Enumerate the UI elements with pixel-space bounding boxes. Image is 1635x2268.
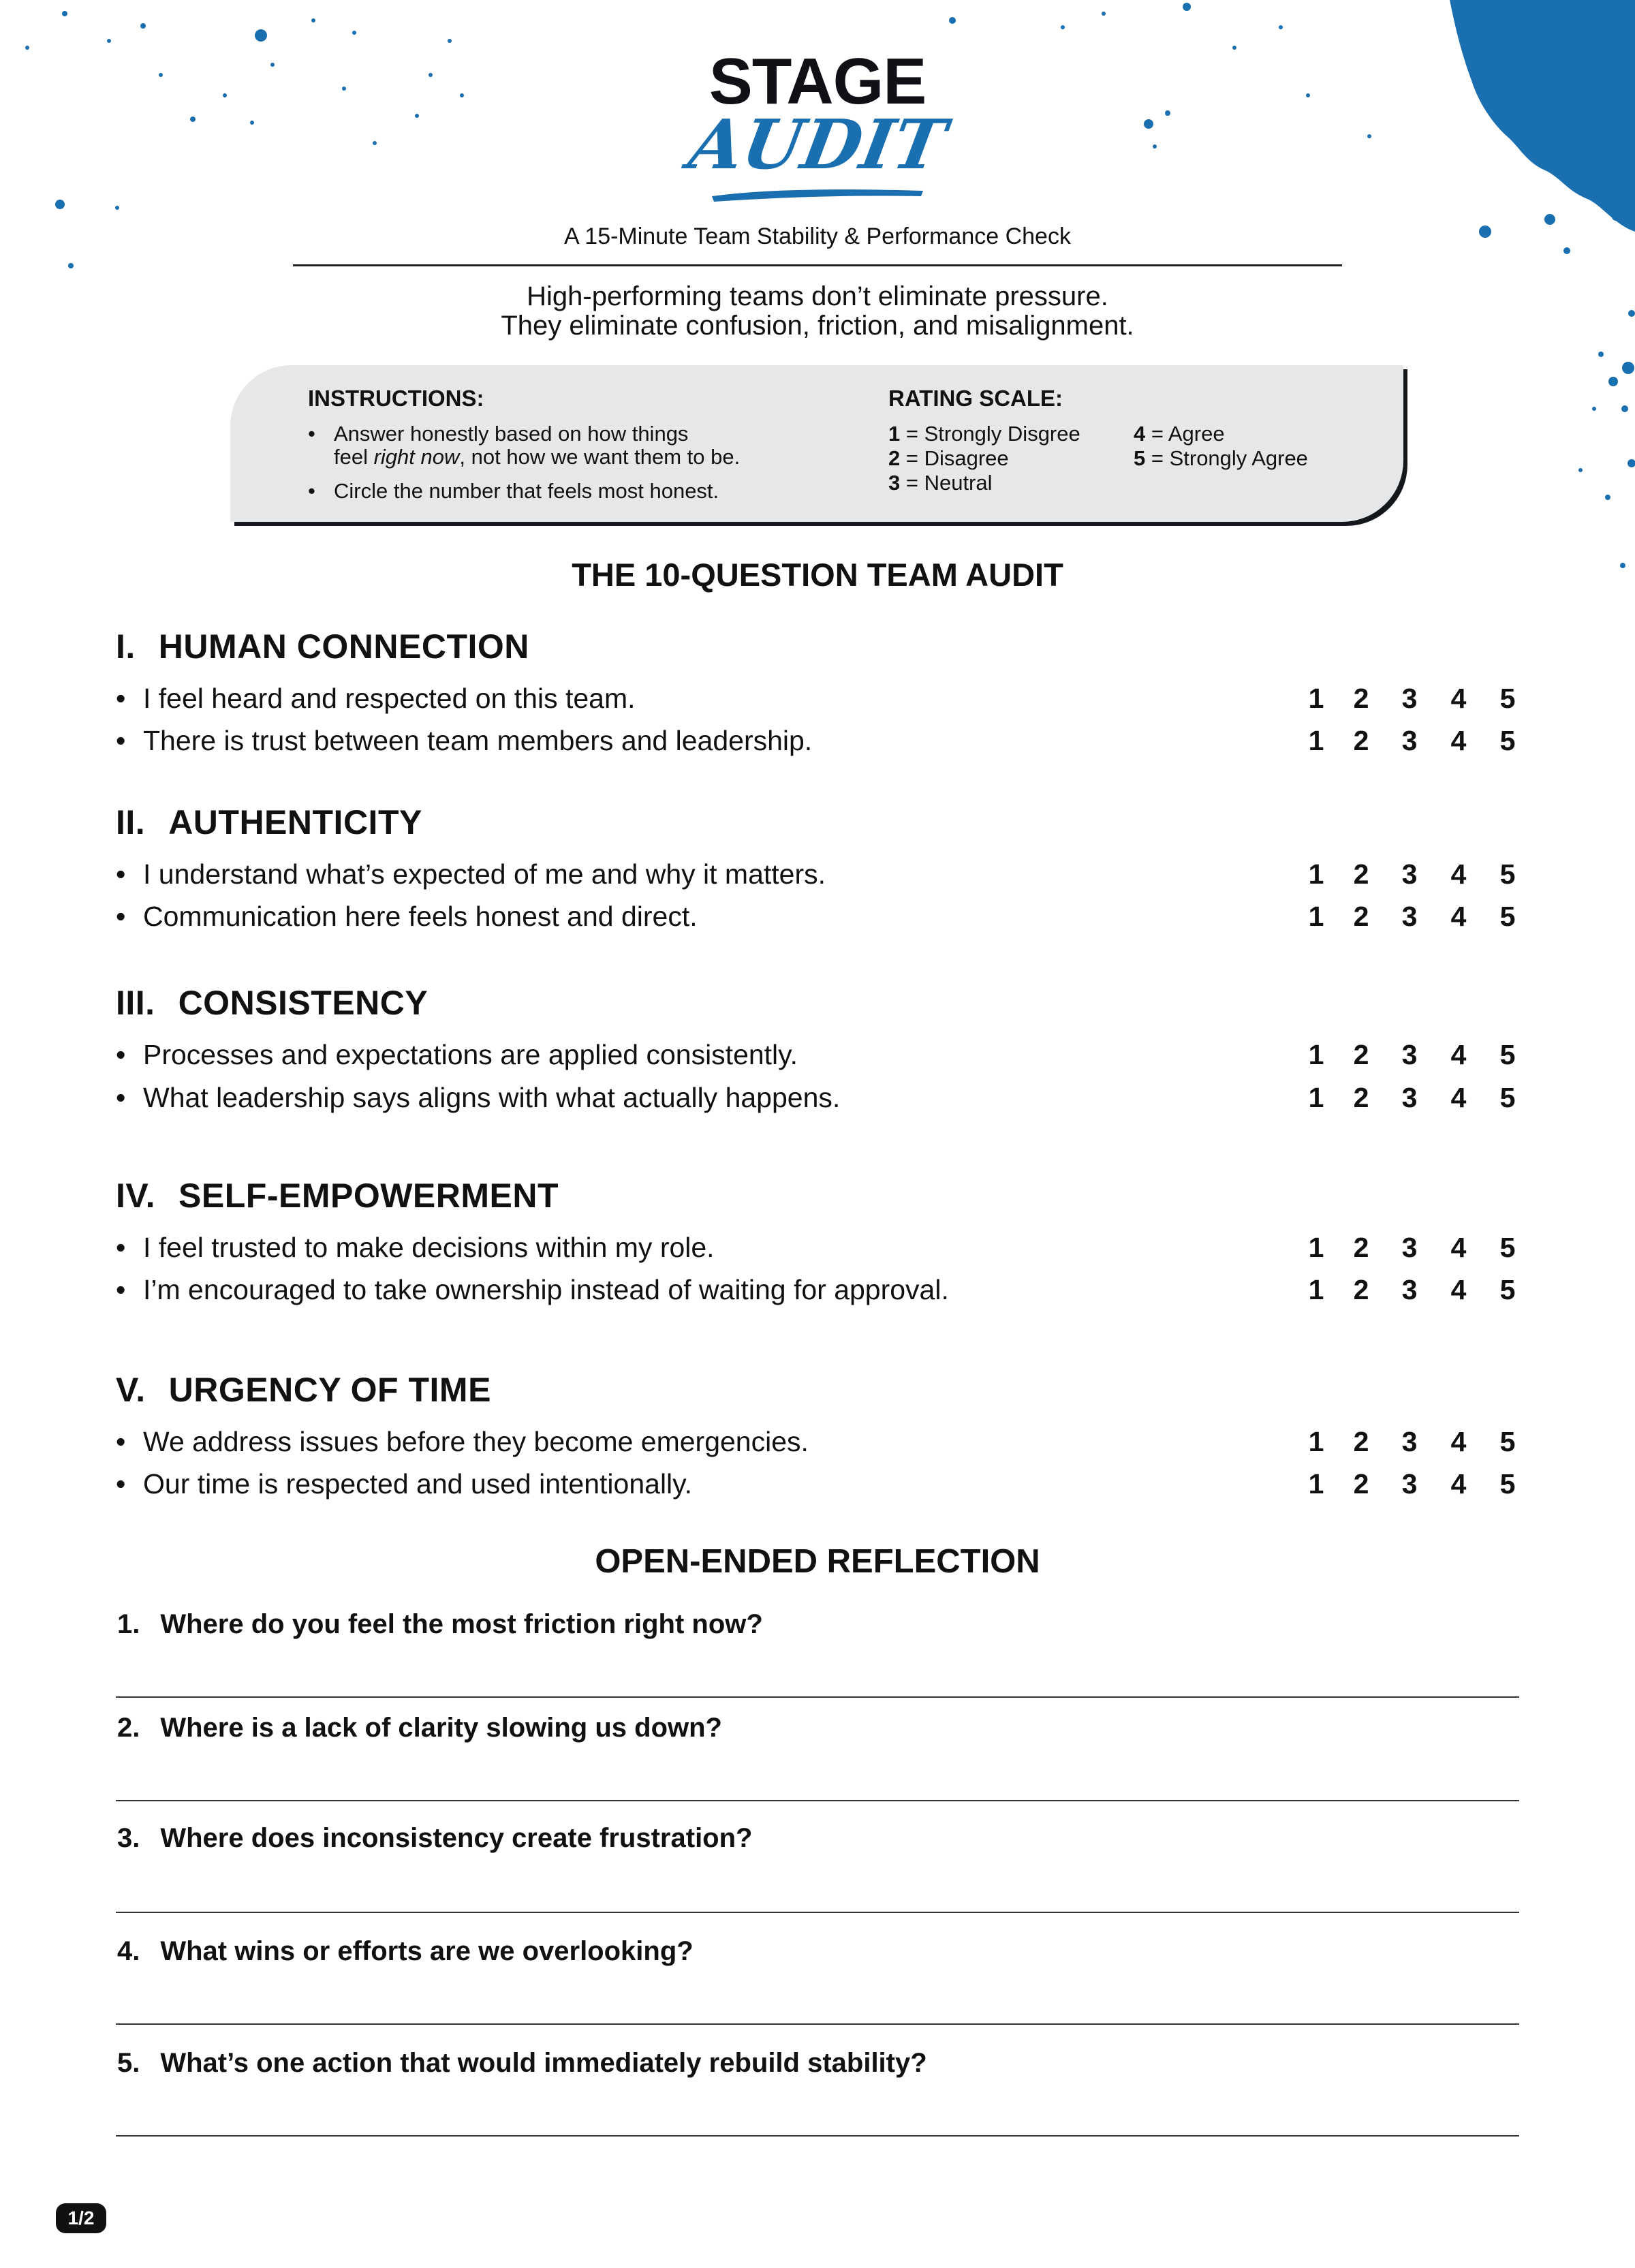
reflection-answer-line-1[interactable]	[116, 1696, 1519, 1698]
rating-option-3[interactable]: 3	[1401, 1039, 1418, 1070]
rating-option-3[interactable]: 3	[1401, 1468, 1418, 1500]
bullet-icon: •	[116, 1468, 126, 1500]
header-divider	[293, 264, 1342, 266]
rating-scale-item-2: 2 = Disagree	[888, 446, 1009, 470]
bullet-icon: •	[116, 725, 126, 756]
rating-option-5[interactable]: 5	[1499, 1274, 1516, 1305]
bullet-icon: •	[116, 1426, 126, 1457]
rating-option-2[interactable]: 2	[1353, 725, 1369, 756]
question-row	[116, 901, 1519, 935]
rating-option-1[interactable]: 1	[1308, 683, 1324, 714]
rating-option-3[interactable]: 3	[1401, 1426, 1418, 1457]
instruction-item-1-line-2: feel right now, not how we want them to be.	[334, 445, 741, 469]
rating-option-3[interactable]: 3	[1401, 901, 1418, 932]
bullet-icon: •	[116, 683, 126, 714]
rating-option-1[interactable]: 1	[1308, 1082, 1324, 1113]
rating-option-5[interactable]: 5	[1499, 683, 1516, 714]
rating-option-5[interactable]: 5	[1499, 1039, 1516, 1070]
rating-option-5[interactable]: 5	[1499, 901, 1516, 932]
rating-option-1[interactable]: 1	[1308, 901, 1324, 932]
rating-option-2[interactable]: 2	[1353, 1082, 1369, 1113]
rating-option-3[interactable]: 3	[1401, 1274, 1418, 1305]
rating-scale-heading: RATING SCALE:	[888, 386, 1063, 411]
section-self-empowerment-title: IV. SELF-EMPOWERMENT	[116, 1177, 559, 1215]
question-row	[116, 1232, 1519, 1266]
section-urgency-of-time-title: V. URGENCY OF TIME	[116, 1371, 491, 1409]
rating-option-4[interactable]: 4	[1450, 1274, 1467, 1305]
rating-option-5[interactable]: 5	[1499, 1426, 1516, 1457]
instruction-item-1-line-1: Answer honestly based on how things	[334, 422, 689, 446]
section-authenticity-title: II. AUTHENTICITY	[116, 803, 422, 841]
rating-option-4[interactable]: 4	[1450, 1039, 1467, 1070]
instruction-item-1	[308, 422, 826, 469]
tagline-line-2: They eliminate confusion, friction, and misalignment.	[501, 311, 1134, 341]
rating-option-4[interactable]: 4	[1450, 1426, 1467, 1457]
bullet-icon: •	[308, 479, 315, 503]
logo-audit-wordmark: AUDIT	[683, 104, 952, 185]
reflection-answer-line-3[interactable]	[116, 1912, 1519, 1913]
rating-option-4[interactable]: 4	[1450, 1468, 1467, 1500]
reflection-question-5: 5. What’s one action that would immediately rebuild stability?	[117, 2048, 927, 2078]
rating-option-2[interactable]: 2	[1353, 1468, 1369, 1500]
instructions-panel	[230, 365, 1403, 522]
bullet-icon: •	[116, 1274, 126, 1305]
rating-option-1[interactable]: 1	[1308, 1468, 1324, 1500]
reflection-question-2: 2. Where is a lack of clarity slowing us down?	[117, 1713, 722, 1743]
rating-option-2[interactable]: 2	[1353, 1426, 1369, 1457]
audit-title: THE 10-QUESTION TEAM AUDIT	[572, 557, 1063, 593]
bullet-icon: •	[308, 422, 315, 446]
page-subtitle: A 15-Minute Team Stability & Performance Check	[564, 223, 1071, 249]
bullet-icon: •	[116, 1039, 126, 1070]
question-text: We address issues before they become emergencies.	[143, 1426, 809, 1457]
rating-option-3[interactable]: 3	[1401, 858, 1418, 890]
rating-option-3[interactable]: 3	[1401, 683, 1418, 714]
bullet-icon: •	[116, 1232, 126, 1263]
reflection-question-3: 3. Where does inconsistency create frustration?	[117, 1823, 753, 1853]
question-text: Communication here feels honest and direct.	[143, 901, 698, 932]
rating-option-1[interactable]: 1	[1308, 1039, 1324, 1070]
reflection-question-1: 1. Where do you feel the most friction right now?	[117, 1609, 763, 1639]
reflection-answer-line-2[interactable]	[116, 1800, 1519, 1801]
rating-option-2[interactable]: 2	[1353, 858, 1369, 890]
section-consistency-title: III. CONSISTENCY	[116, 984, 429, 1022]
rating-option-1[interactable]: 1	[1308, 858, 1324, 890]
question-row	[116, 1082, 1519, 1116]
rating-option-5[interactable]: 5	[1499, 725, 1516, 756]
rating-option-2[interactable]: 2	[1353, 1039, 1369, 1070]
reflection-question-4: 4. What wins or efforts are we overlooking?	[117, 1936, 694, 1966]
question-text: Processes and expectations are applied consistently.	[143, 1039, 798, 1070]
rating-option-1[interactable]: 1	[1308, 725, 1324, 756]
rating-option-1[interactable]: 1	[1308, 1426, 1324, 1457]
rating-option-4[interactable]: 4	[1450, 683, 1467, 714]
bullet-icon: •	[116, 901, 126, 932]
rating-scale-item-5: 5 = Strongly Agree	[1134, 446, 1308, 470]
rating-option-5[interactable]: 5	[1499, 858, 1516, 890]
question-row	[116, 858, 1519, 892]
rating-option-4[interactable]: 4	[1450, 901, 1467, 932]
rating-option-3[interactable]: 3	[1401, 1232, 1418, 1263]
question-text: There is trust between team members and leadership.	[143, 725, 813, 756]
bullet-icon: •	[116, 858, 126, 890]
reflection-answer-line-5[interactable]	[116, 2135, 1519, 2137]
rating-option-5[interactable]: 5	[1499, 1468, 1516, 1500]
rating-option-2[interactable]: 2	[1353, 901, 1369, 932]
question-text: I feel heard and respected on this team.	[143, 683, 636, 714]
rating-option-4[interactable]: 4	[1450, 1232, 1467, 1263]
rating-option-5[interactable]: 5	[1499, 1232, 1516, 1263]
rating-option-2[interactable]: 2	[1353, 1274, 1369, 1305]
rating-scale-item-4: 4 = Agree	[1134, 422, 1225, 446]
question-text: What leadership says aligns with what actually happens.	[143, 1082, 841, 1113]
rating-option-5[interactable]: 5	[1499, 1082, 1516, 1113]
tagline	[0, 282, 1635, 341]
question-row	[116, 1039, 1519, 1073]
instructions-heading: INSTRUCTIONS:	[308, 386, 484, 411]
rating-option-2[interactable]: 2	[1353, 683, 1369, 714]
question-row	[116, 1468, 1519, 1502]
rating-option-3[interactable]: 3	[1401, 725, 1418, 756]
reflection-answer-line-4[interactable]	[116, 2023, 1519, 2025]
question-row	[116, 1274, 1519, 1308]
question-text: I understand what’s expected of me and why it matters.	[143, 858, 826, 890]
tagline-line-1: High-performing teams don’t eliminate pressure.	[527, 281, 1108, 311]
rating-option-2[interactable]: 2	[1353, 1232, 1369, 1263]
page-indicator: 1/2	[56, 2203, 106, 2233]
question-text: Our time is respected and used intentionally.	[143, 1468, 693, 1500]
question-text: I’m encouraged to take ownership instead of waiting for approval.	[143, 1274, 949, 1305]
logo-stage-wordmark: STAGE	[708, 45, 926, 118]
rating-scale-item-3: 3 = Neutral	[888, 471, 993, 495]
question-row	[116, 683, 1519, 717]
instruction-item-2: • Circle the number that feels most honest.	[308, 479, 719, 503]
logo-brush-underline	[708, 184, 926, 203]
rating-option-3[interactable]: 3	[1401, 1082, 1418, 1113]
question-row	[116, 1426, 1519, 1460]
question-row	[116, 725, 1519, 759]
rating-option-4[interactable]: 4	[1450, 858, 1467, 890]
rating-option-1[interactable]: 1	[1308, 1274, 1324, 1305]
question-text: I feel trusted to make decisions within my role.	[143, 1232, 715, 1263]
section-human-connection-title: I. HUMAN CONNECTION	[116, 627, 529, 666]
rating-option-1[interactable]: 1	[1308, 1232, 1324, 1263]
rating-option-4[interactable]: 4	[1450, 1082, 1467, 1113]
rating-option-4[interactable]: 4	[1450, 725, 1467, 756]
rating-scale-item-1: 1 = Strongly Disgree	[888, 422, 1080, 446]
reflection-title: OPEN-ENDED REFLECTION	[595, 1543, 1040, 1580]
bullet-icon: •	[116, 1082, 126, 1113]
